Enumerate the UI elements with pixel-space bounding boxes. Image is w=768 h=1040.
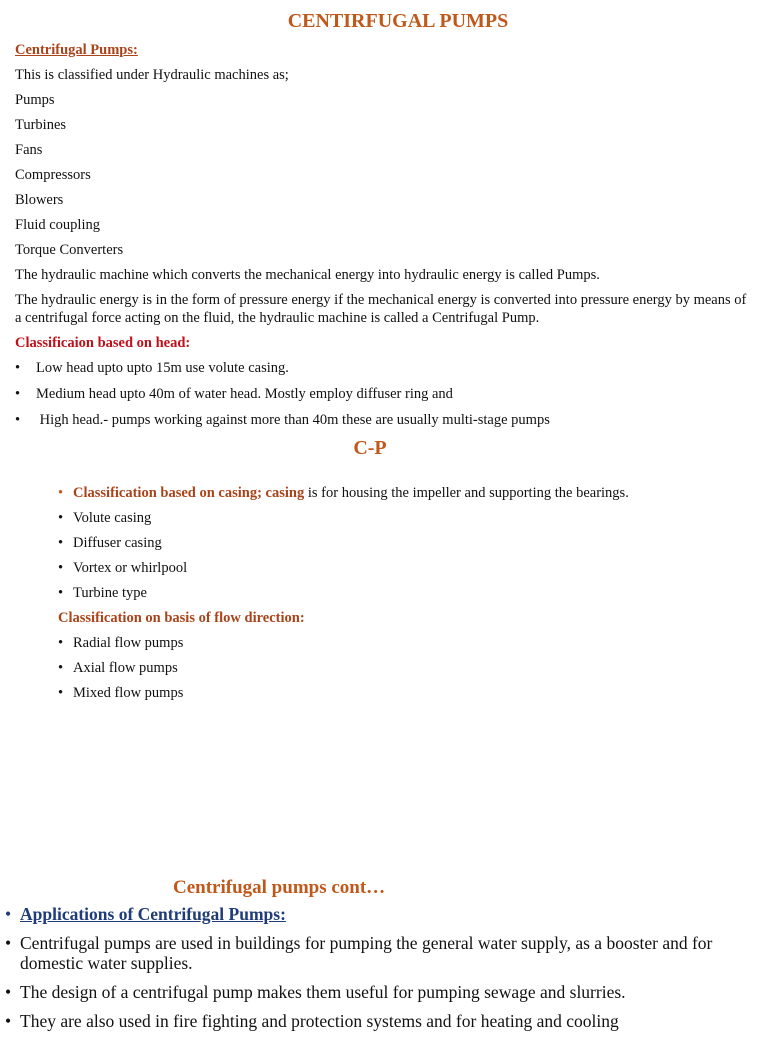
list-item-text: Diffuser casing xyxy=(73,535,162,551)
list-item xyxy=(5,1011,760,1031)
list-item: Pumps xyxy=(15,92,55,108)
list-item: Fluid coupling xyxy=(15,217,100,233)
list-item-text: Vortex or whirlpool xyxy=(73,560,188,576)
list-item-text: Medium head upto 40m of water head. Mostly employ diffuser ring and xyxy=(36,386,453,402)
section-applications xyxy=(5,904,760,1040)
list-item-text: Volute casing xyxy=(73,510,152,526)
list-item: Compressors xyxy=(15,167,91,183)
cp-title: C-P xyxy=(353,437,387,459)
list-item xyxy=(15,359,755,377)
bullet-icon: • xyxy=(5,933,12,953)
list-item-text: The design of a centrifugal pump makes them useful for pumping sewage and slurries. xyxy=(20,982,626,1002)
section-classification xyxy=(58,484,758,709)
list-item: Blowers xyxy=(15,192,64,208)
bullet-icon: • xyxy=(15,412,21,428)
list-item-text: Axial flow pumps xyxy=(73,660,178,676)
list-item xyxy=(15,411,755,429)
list-item xyxy=(15,385,755,403)
list-item-text: Low head upto upto 15m use volute casing. xyxy=(36,360,289,376)
list-item xyxy=(58,659,758,677)
flow-direction-list xyxy=(58,634,758,702)
list-item xyxy=(58,534,758,552)
list-item-text: High head.- pumps working against more than 40m these are usually multi-stage pumps xyxy=(36,412,550,428)
list-item xyxy=(58,509,758,527)
machines-list xyxy=(15,91,755,259)
flow-direction-heading: Classification on basis of flow direction: xyxy=(58,610,305,626)
list-item xyxy=(58,559,758,577)
bullet-icon: • xyxy=(58,685,64,701)
page-title: CENTIRFUGAL PUMPS xyxy=(287,10,509,32)
bullet-icon: • xyxy=(5,904,12,924)
list-item: Fans xyxy=(15,142,43,158)
bullet-icon: • xyxy=(58,660,64,676)
bullet-icon: • xyxy=(58,560,64,576)
casing-heading: Classification based on casing; casing xyxy=(73,485,305,501)
bullet-icon: • xyxy=(58,510,64,526)
list-item: Turbines xyxy=(15,117,67,133)
list-item xyxy=(58,684,758,702)
bullet-icon: • xyxy=(58,585,64,601)
centrifugal-pumps-heading: Centrifugal Pumps: xyxy=(15,42,138,58)
list-item-text: Centrifugal pumps are used in buildings for pumping the general water supply, as a booster and for domestic water supplies. xyxy=(20,933,713,973)
list-item xyxy=(58,634,758,652)
casing-list xyxy=(58,484,758,602)
bullet-icon: • xyxy=(58,485,64,501)
centrifugal-pump-definition: The hydraulic energy is in the form of pressure energy if the mechanical energy is converted into pressure energy by means of a centrifugal force acting on the fluid, the hydraulic machine is called a Centrifugal Pump. xyxy=(15,292,747,326)
bullet-icon: • xyxy=(15,386,21,402)
intro-text: This is classified under Hydraulic machines as; xyxy=(15,67,289,83)
section-centrifugal-pumps xyxy=(15,41,755,437)
list-item xyxy=(5,982,760,1002)
list-item: Torque Converters xyxy=(15,242,124,258)
list-item xyxy=(5,904,760,924)
list-item xyxy=(5,933,760,973)
head-classification-list xyxy=(15,359,755,429)
bullet-icon: • xyxy=(5,1011,12,1031)
bullet-icon: • xyxy=(15,360,21,376)
head-classification-heading: Classificaion based on head: xyxy=(15,335,191,351)
list-item xyxy=(58,584,758,602)
continuation-title: Centrifugal pumps cont… xyxy=(173,877,386,898)
list-item-text: Turbine type xyxy=(73,585,147,601)
casing-description: is for housing the impeller and supporting the bearings. xyxy=(304,485,629,501)
pumps-definition: The hydraulic machine which converts the mechanical energy into hydraulic energy is called Pumps. xyxy=(15,267,600,283)
applications-heading: Applications of Centrifugal Pumps: xyxy=(20,904,286,924)
bullet-icon: • xyxy=(5,982,12,1002)
list-item-text: Radial flow pumps xyxy=(73,635,184,651)
applications-list xyxy=(5,904,760,1031)
bullet-icon: • xyxy=(58,635,64,651)
bullet-icon: • xyxy=(58,535,64,551)
list-item-text: They are also used in fire fighting and protection systems and for heating and cooling xyxy=(20,1011,619,1031)
list-item xyxy=(58,484,758,502)
list-item-text: Mixed flow pumps xyxy=(73,685,184,701)
